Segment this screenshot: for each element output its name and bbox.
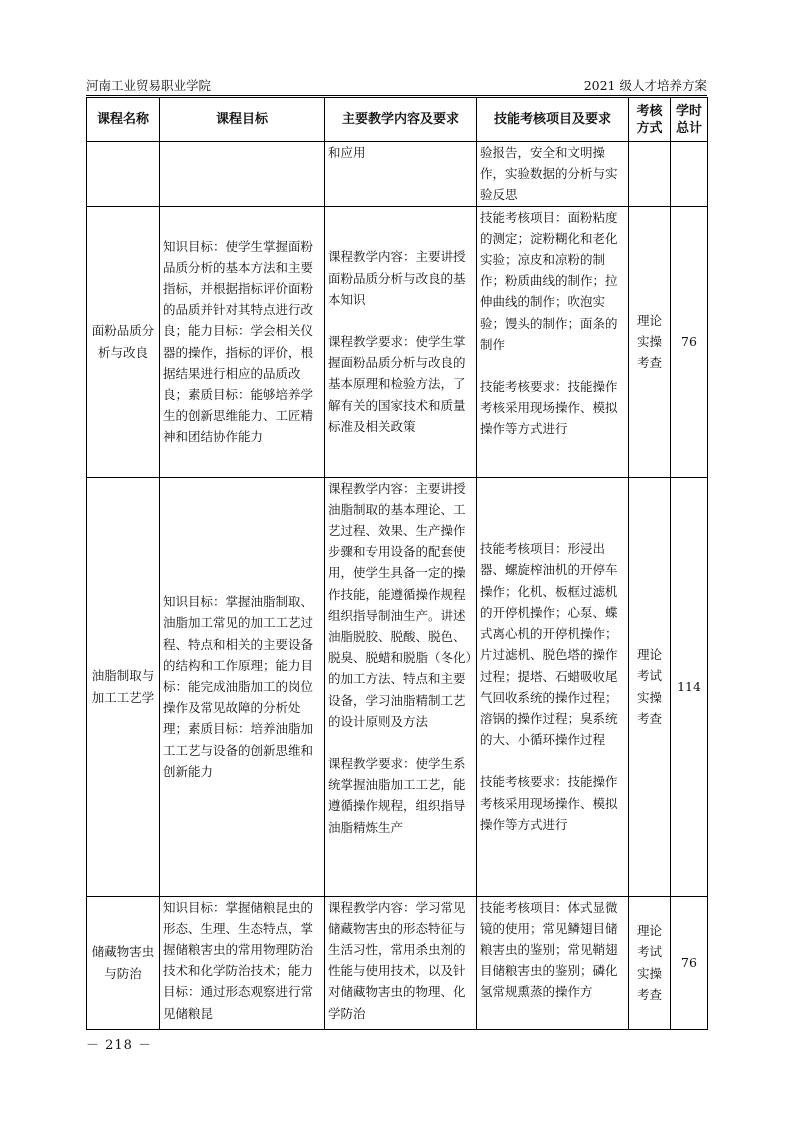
table-row xyxy=(87,206,708,477)
skill-assessment-cell xyxy=(477,477,629,896)
table-row xyxy=(87,896,708,1029)
teaching-requirement-text: 课程教学要求：使学生掌握面粉品质分析与改良的基本原理和检验方法，了解有关的国家技术和质量标准及相关政策 xyxy=(328,333,466,434)
col-header-course-objective: 课程目标 xyxy=(160,98,325,142)
course-objective-cell: 知识目标：掌握油脂制取、油脂加工常见的加工工艺过程、特点和相关的主要设备的结构和工作原理；能力目标：能完成油脂加工的岗位操作及常见故障的分析处理；素质目标：培养油脂加工工艺与设备的创新思维和创新能力 xyxy=(160,477,325,896)
course-name-cell xyxy=(87,142,160,207)
header-document-title: 2021 级人才培养方案 xyxy=(583,78,707,93)
teaching-content-cell: 课程教学内容：学习常见储藏物害虫的形态特征与生活习性，常用杀虫剂的性能与使用技术，以及针对储藏物害虫的物理、化学防治 xyxy=(325,896,477,1029)
col-header-skill-assessment: 技能考核项目及要求 xyxy=(477,98,629,142)
assessment-method-cell: 理论 考试 实操 考查 xyxy=(629,477,671,896)
table-row xyxy=(87,477,708,896)
assessment-method-cell: 理论 考试 实操 考查 xyxy=(629,896,671,1029)
table-header-row xyxy=(87,98,708,142)
total-hours-cell: 76 xyxy=(671,206,708,477)
col-header-teaching-content: 主要教学内容及要求 xyxy=(325,98,477,142)
course-name-cell: 储藏物害虫与防治 xyxy=(87,896,160,1029)
assessment-method-cell: 理论 实操 考查 xyxy=(629,206,671,477)
total-hours-cell: 76 xyxy=(671,896,708,1029)
total-hours-cell: 114 xyxy=(671,477,708,896)
page-number: － 218 － xyxy=(86,1038,153,1053)
col-header-total-hours: 学时 总计 xyxy=(671,98,708,142)
teaching-requirement-text: 课程教学要求：使学生系统掌握油脂加工工艺，能遵循操作规程，组织指导油脂精炼生产 xyxy=(328,756,466,835)
course-objective-cell: 知识目标：使学生掌握面粉品质分析的基本方法和主要指标，并根据指标评价面粉的品质并针对其特点进行改良；能力目标：学会相关仪器的操作，指标的评价，根据结果进行相应的品质改良；素质目标：能够培养学生的创新思维能力、工匠精神和团结协作能力 xyxy=(160,206,325,477)
course-name-cell: 油脂制取与加工工艺学 xyxy=(87,477,160,896)
skill-assessment-cell xyxy=(477,206,629,477)
teaching-content-text: 课程教学内容：主要讲授油脂制取的基本理论、工艺过程、效果、生产操作步骤和专用设备的配套使用，使学生具备一定的操作技能，能遵循操作规程组织指导制油生产。讲述油脂脱胶、脱酸、脱色、脱臭、脱蜡和脱脂（冬化）的加工方法、特点和主要设备，学习油脂精制工艺的设计原则及方法 xyxy=(328,480,472,729)
course-table xyxy=(86,97,708,1030)
skill-assessment-cell: 技能考核项目：体式显微镜的使用；常见鳞翅目储粮害虫的鉴别；常见鞘翅目储粮害虫的鉴别；磷化氢常规熏蒸的操作方 xyxy=(477,896,629,1029)
teaching-content-cell: 和应用 xyxy=(325,142,477,207)
skill-requirement-text: 技能考核要求：技能操作考核采用现场操作、模拟操作等方式进行 xyxy=(480,379,618,437)
course-objective-cell: 知识目标：掌握储粮昆虫的形态、生理、生态特点，掌握储粮害虫的常用物理防治技术和化学防治技术；能力目标：通过形态观察进行常见储粮昆 xyxy=(160,896,325,1029)
header-divider xyxy=(86,95,707,96)
teaching-content-cell xyxy=(325,477,477,896)
header-institution: 河南工业贸易职业学院 xyxy=(86,78,212,93)
teaching-content-text: 课程教学内容：主要讲授面粉品质分析与改良的基本知识 xyxy=(328,249,466,307)
col-header-course-name: 课程名称 xyxy=(87,98,160,142)
course-name-cell: 面粉品质分析与改良 xyxy=(87,206,160,477)
skill-assessment-cell: 验报告，安全和文明操作，实验数据的分析与实验反思 xyxy=(477,142,629,207)
table-row xyxy=(87,142,708,207)
skill-items-text: 技能考核项目：形浸出器、螺旋榨油机的开停车操作；化机、板框过滤机的开停机操作；心泵、蝶式离心机的开停机操作；片过滤机、脱色塔的操作过程；提塔、石蜡吸收尾气回收系统的操作过程；溶锅的操作过程；臭系统的大、小循环操作过程 xyxy=(480,541,618,748)
total-hours-cell xyxy=(671,142,708,207)
skill-items-text: 技能考核项目：面粉粘度的测定；淀粉糊化和老化实验；凉皮和凉粉的制作；粉质曲线的制作；拉伸曲线的制作；吹泡实验；馒头的制作；面条的制作 xyxy=(480,209,618,352)
teaching-content-cell xyxy=(325,206,477,477)
assessment-method-cell xyxy=(629,142,671,207)
col-header-assessment-method: 考核 方式 xyxy=(629,98,671,142)
course-objective-cell xyxy=(160,142,325,207)
skill-requirement-text: 技能考核要求：技能操作考核采用现场操作、模拟操作等方式进行 xyxy=(480,774,618,832)
